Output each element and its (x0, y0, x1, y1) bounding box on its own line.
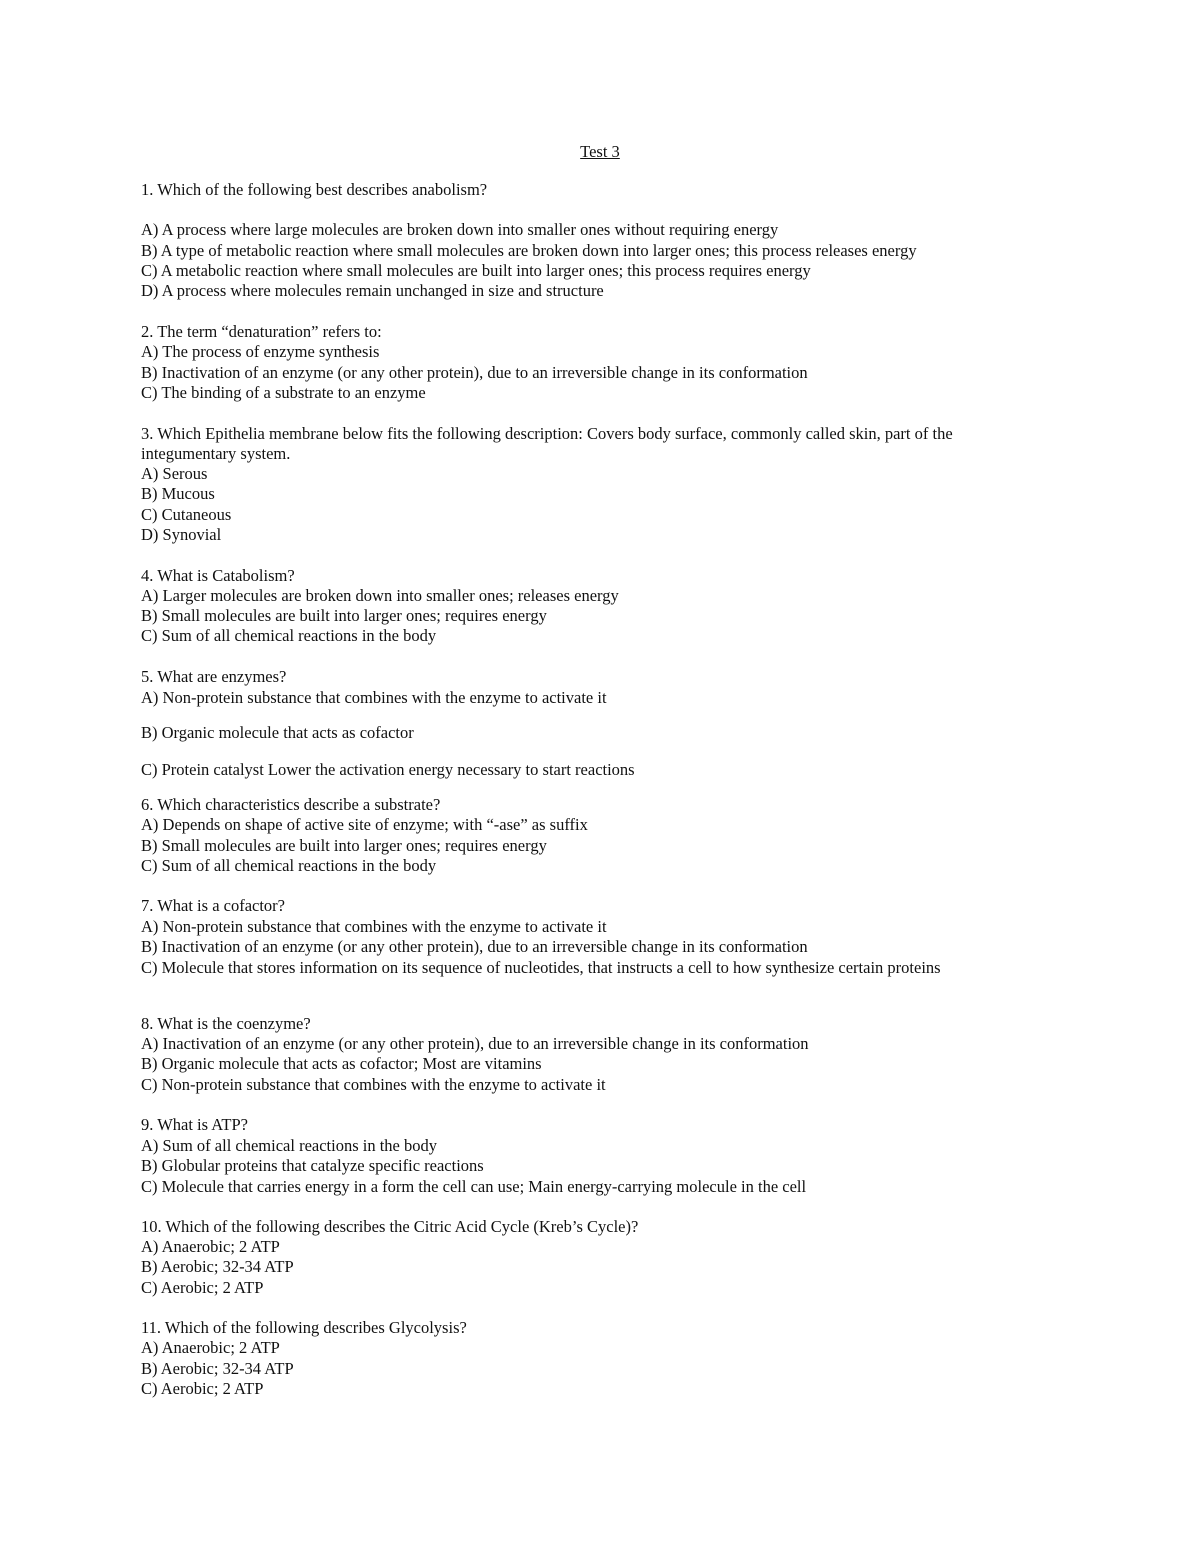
question-6-option-a: A) Depends on shape of active site of enzyme; with “-ase” as suffix (141, 815, 588, 834)
question-4-prompt: 4. What is Catabolism? (141, 566, 295, 585)
question-3-option-a: A) Serous (141, 464, 208, 483)
question-11-option-b: B) Aerobic; 32-34 ATP (141, 1359, 294, 1378)
page-title (0, 142, 1200, 162)
question-10-option-c: C) Aerobic; 2 ATP (141, 1278, 264, 1297)
page-title-text: Test 3 (580, 142, 620, 161)
question-8-option-b: B) Organic molecule that acts as cofactor; Most are vitamins (141, 1054, 542, 1073)
question-5-option-c: C) Protein catalyst Lower the activation energy necessary to start reactions (141, 760, 635, 779)
question-5-prompt: 5. What are enzymes? (141, 667, 287, 686)
question-1-option-a: A) A process where large molecules are broken down into smaller ones without requiring energy (141, 220, 779, 239)
question-5-option-a: A) Non-protein substance that combines with the enzyme to activate it (141, 688, 607, 707)
question-3-option-d: D) Synovial (141, 525, 222, 544)
question-11-prompt: 11. Which of the following describes Glycolysis? (141, 1318, 467, 1337)
question-6-option-b: B) Small molecules are built into larger ones; requires energy (141, 836, 547, 855)
question-4-option-a: A) Larger molecules are broken down into smaller ones; releases energy (141, 586, 619, 605)
question-3-option-b: B) Mucous (141, 484, 215, 503)
question-2-option-a: A) The process of enzyme synthesis (141, 342, 380, 361)
question-11-option-c: C) Aerobic; 2 ATP (141, 1379, 264, 1398)
question-2-prompt: 2. The term “denaturation” refers to: (141, 322, 382, 341)
question-4-option-c: C) Sum of all chemical reactions in the body (141, 626, 437, 645)
question-7-option-b: B) Inactivation of an enzyme (or any other protein), due to an irreversible change in its conformation (141, 937, 808, 956)
question-3-prompt-line-1: 3. Which Epithelia membrane below fits the following description: Covers body surface, commonly called skin, part of the (141, 424, 953, 443)
question-8-option-c: C) Non-protein substance that combines with the enzyme to activate it (141, 1075, 606, 1094)
question-6-prompt: 6. Which characteristics describe a substrate? (141, 795, 441, 814)
question-11-option-a: A) Anaerobic; 2 ATP (141, 1338, 280, 1357)
question-10-option-b: B) Aerobic; 32-34 ATP (141, 1257, 294, 1276)
question-8-option-a: A) Inactivation of an enzyme (or any other protein), due to an irreversible change in its conformation (141, 1034, 809, 1053)
question-2-option-b: B) Inactivation of an enzyme (or any other protein), due to an irreversible change in its conformation (141, 363, 808, 382)
question-9-option-b: B) Globular proteins that catalyze specific reactions (141, 1156, 484, 1175)
question-10-prompt: 10. Which of the following describes the Citric Acid Cycle (Kreb’s Cycle)? (141, 1217, 639, 1236)
question-7-option-a: A) Non-protein substance that combines with the enzyme to activate it (141, 917, 607, 936)
question-6-option-c: C) Sum of all chemical reactions in the body (141, 856, 437, 875)
question-3-prompt-line-2: integumentary system. (141, 444, 291, 463)
question-10-option-a: A) Anaerobic; 2 ATP (141, 1237, 280, 1256)
question-2-option-c: C) The binding of a substrate to an enzyme (141, 383, 426, 402)
question-4-option-b: B) Small molecules are built into larger ones; requires energy (141, 606, 547, 625)
question-1-prompt: 1. Which of the following best describes anabolism? (141, 180, 488, 199)
question-9-prompt: 9. What is ATP? (141, 1115, 248, 1134)
question-5-option-b: B) Organic molecule that acts as cofactor (141, 723, 414, 742)
question-9-option-c: C) Molecule that carries energy in a form the cell can use; Main energy-carrying molecule in the cell (141, 1177, 807, 1196)
question-7-prompt: 7. What is a cofactor? (141, 896, 286, 915)
question-1-option-b: B) A type of metabolic reaction where small molecules are broken down into larger ones; this process releases energy (141, 241, 917, 260)
question-9-option-a: A) Sum of all chemical reactions in the body (141, 1136, 438, 1155)
question-1-option-d: D) A process where molecules remain unchanged in size and structure (141, 281, 604, 300)
question-3-option-c: C) Cutaneous (141, 505, 232, 524)
question-8-prompt: 8. What is the coenzyme? (141, 1014, 311, 1033)
question-1-option-c: C) A metabolic reaction where small molecules are built into larger ones; this process requires energy (141, 261, 811, 280)
question-7-option-c: C) Molecule that stores information on its sequence of nucleotides, that instructs a cell to how synthesize certain proteins (141, 958, 941, 977)
